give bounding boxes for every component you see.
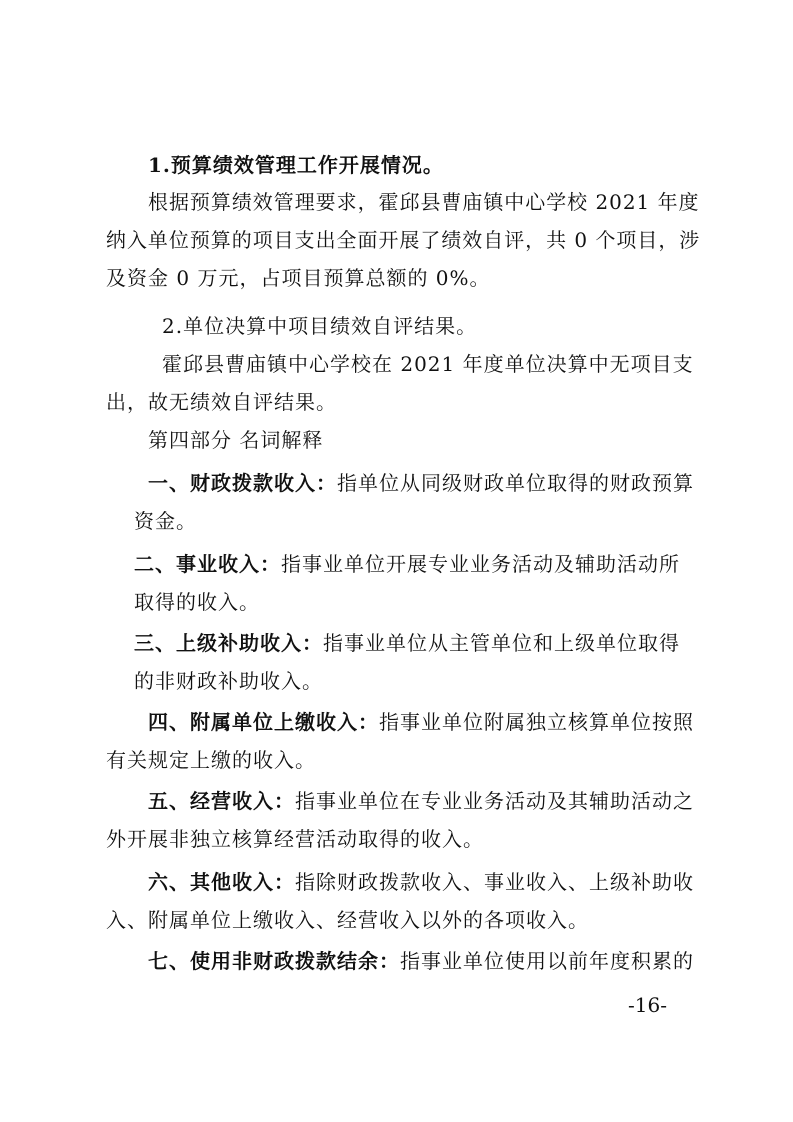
term-label: 一、财政拨款收入： — [148, 471, 337, 495]
term-definition: 指事业单位从主管单位和上级单位取得 — [323, 631, 680, 655]
term-definition: 指除财政拨款收入、事业收入、上级补助收 — [295, 870, 694, 894]
paragraph-line: 霍邱县曹庙镇中心学校在 2021 年度单位决算中无项目支 — [162, 352, 694, 376]
term-entry — [148, 948, 694, 974]
term-label: 七、使用非财政拨款结余： — [148, 949, 400, 973]
page-number: -16- — [628, 993, 667, 1017]
paragraph-line: 根据预算绩效管理要求，霍邱县曹庙镇中心学校 2021 年度 — [148, 190, 700, 214]
section-heading: 1.预算绩效管理工作开展情况。 — [148, 153, 444, 177]
term-entry — [134, 630, 680, 656]
sub-heading: 2.单位决算中项目绩效自评结果。 — [162, 314, 478, 338]
term-definition: 指事业单位开展专业业务活动及辅助活动所 — [281, 552, 680, 576]
term-label: 二、事业收入： — [134, 552, 281, 576]
term-entry — [148, 788, 694, 814]
term-definition: 指事业单位在专业业务活动及其辅助活动之 — [295, 789, 694, 813]
term-entry — [148, 869, 694, 895]
term-definition: 指事业单位附属独立核算单位按照 — [379, 710, 694, 734]
paragraph-line: 纳入单位预算的项目支出全面开展了绩效自评，共 0 个项目，涉 — [106, 228, 701, 252]
term-definition: 指事业单位使用以前年度积累的 — [400, 949, 694, 973]
term-entry — [148, 709, 694, 735]
term-definition-cont: 的非财政补助收入。 — [134, 669, 323, 693]
paragraph-line: 及资金 0 万元，占项目预算总额的 0%。 — [106, 266, 491, 290]
term-definition-cont: 取得的收入。 — [134, 590, 260, 614]
term-definition-cont: 入、附属单位上缴收入、经营收入以外的各项收入。 — [106, 908, 589, 932]
term-entry — [134, 551, 680, 577]
term-entry — [148, 470, 694, 496]
paragraph-line: 出，故无绩效自评结果。 — [106, 390, 337, 414]
term-label: 五、经营收入： — [148, 789, 295, 813]
term-definition-cont: 外开展非独立核算经营活动取得的收入。 — [106, 827, 484, 851]
term-label: 六、其他收入： — [148, 870, 295, 894]
term-label: 三、上级补助收入： — [134, 631, 323, 655]
term-label: 四、附属单位上缴收入： — [148, 710, 379, 734]
term-definition: 指单位从同级财政单位取得的财政预算 — [337, 471, 694, 495]
part-heading: 第四部分 名词解释 — [148, 428, 324, 452]
term-definition-cont: 资金。 — [134, 509, 197, 533]
term-definition-cont: 有关规定上缴的收入。 — [106, 748, 316, 772]
